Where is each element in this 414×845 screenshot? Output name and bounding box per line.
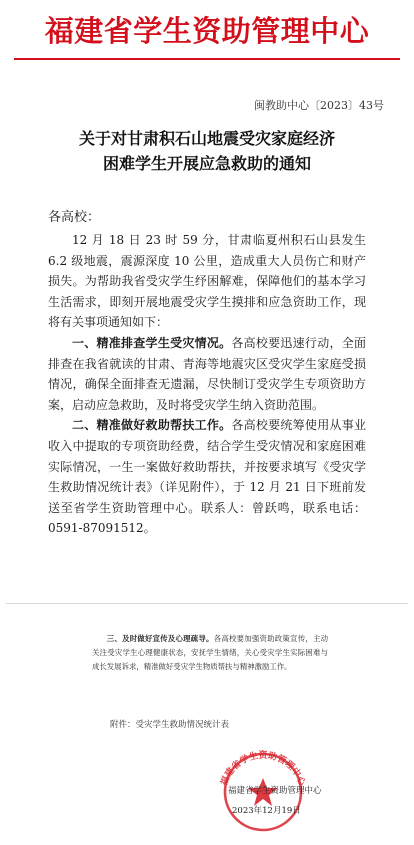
body-text [48, 230, 366, 539]
title-line-1: 关于对甘肃积石山地震受灾家庭经济 [78, 129, 335, 148]
section-1-heading: 一、精准排查学生受灾情况。 [72, 335, 232, 350]
title-line-2: 困难学生开展应急救助的通知 [102, 154, 311, 173]
document-number: 闽教助中心〔2023〕43号 [254, 99, 384, 112]
section-3-text: 各高校要加强资助政策宣传，主动关注受灾学生心理健康状态，安抚学生情绪，关心受灾学生实际困难与成长发展诉求，精准做好受灾学生物质帮扶与精神激励工作。 [92, 634, 328, 671]
section-3-heading: 三、及时做好宣传及心理疏导。 [106, 634, 214, 643]
section-1-text: 各高校要迅速行动，全面排查在我省就读的甘肃、青海等地震灾区受灾学生家庭受损情况，确保全面排查无遗漏，尽快制订受灾学生专项资助方案，启动应急救助，及时将受灾学生纳入资助范围。 [48, 335, 366, 412]
section-2-heading: 二、精准做好救助帮扶工作。 [72, 418, 232, 433]
page-separator [6, 603, 408, 604]
document-title [0, 126, 414, 176]
intro-paragraph: 12 月 18 日 23 时 59 分，甘肃临夏州积石山县发生 6.2 级地震，震源深度 10 公里，造成重大人员伤亡和财产损失。为帮助我省受灾学生纾困解难，保障他们的基本学习生活需求，即刻开展地震受灾学生摸排和应急资助工作，现将有关事项通知如下： [48, 233, 366, 330]
section-3-paragraph [92, 632, 328, 674]
signature-organization: 福建省学生资助管理中心 [228, 786, 322, 796]
salutation: 各高校： [48, 210, 101, 225]
section-2-paragraph [48, 415, 366, 539]
section-1-paragraph [48, 333, 366, 415]
seal-text: 福建省学生资助管理中心 [219, 751, 307, 788]
masthead-red-rule [14, 58, 400, 60]
masthead-title: 福建省学生资助管理中心 [44, 14, 370, 48]
body-text-continued [92, 632, 328, 674]
attachment-note: 附件：受灾学生救助情况统计表 [110, 720, 230, 730]
signature-date: 2023年12月19日 [232, 806, 301, 816]
section-2-text: 各高校要统筹使用从事业收入中提取的专项资助经费，结合学生受灾情况和家庭困难实际情况，一生一案做好救助帮扶，并按要求填写《受灾学生救助情况统计表》（详见附件），于 12 月 21 日下班前发送至省学生资助管理中心。联系人：曾跃鸣，联系电话：0591-87091512。 [48, 418, 366, 536]
